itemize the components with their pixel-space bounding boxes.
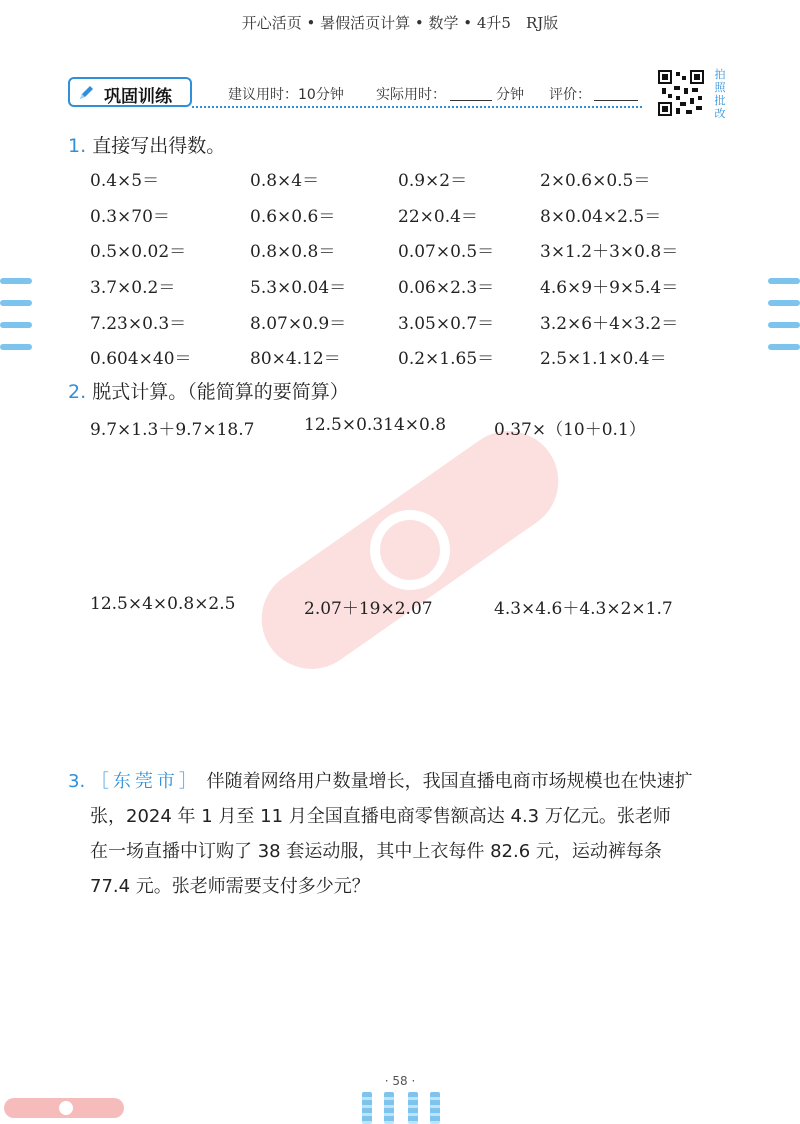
problem: 3.7×0.2＝ [90, 278, 176, 298]
problem: 8×0.04×2.5＝ [540, 207, 662, 227]
expression: 9.7×1.3＋9.7×18.7 [90, 420, 255, 440]
right-tab-stripe [768, 278, 800, 284]
right-tab-stripe [768, 322, 800, 328]
problem: 0.07×0.5＝ [398, 242, 495, 262]
header-divider [192, 106, 642, 108]
left-tab-stripe [0, 344, 32, 350]
corner-logo [4, 1096, 124, 1120]
footer-stripe [408, 1092, 418, 1124]
expression: 0.37×（10＋0.1） [494, 420, 646, 440]
section-1-number: 1. [68, 135, 87, 157]
problem: 0.6×0.6＝ [250, 207, 336, 227]
section-3-line [68, 764, 693, 799]
expression: 4.3×4.6＋4.3×2×1.7 [494, 599, 673, 619]
problem: 8.07×0.9＝ [250, 314, 347, 334]
problem: 5.3×0.04＝ [250, 278, 347, 298]
page-header: 开心活页 • 暑假活页计算 • 数学 • 4升5 RJ版 [241, 14, 559, 32]
problem: 0.604×40＝ [90, 349, 192, 369]
rating-label: 评价： [549, 87, 591, 103]
problem: 2×0.6×0.5＝ [540, 171, 651, 191]
page-number: · 58 · [384, 1074, 416, 1088]
problem-text: 张，2024 年 1 月至 11 月全国直播电商零售额高达 4.3 万亿元。张老师 [90, 806, 671, 827]
problem: 3.05×0.7＝ [398, 314, 495, 334]
problem: 0.3×70＝ [90, 207, 170, 227]
problem: 2.5×1.1×0.4＝ [540, 349, 667, 369]
region-tag: ［东莞市］ [90, 771, 201, 792]
expression: 12.5×4×0.8×2.5 [90, 594, 236, 614]
section-badge [68, 77, 192, 107]
footer-stripe [384, 1092, 394, 1124]
suggested-time: 建议用时：10分钟 [228, 87, 344, 103]
problem: 3.2×6＋4×3.2＝ [540, 314, 679, 334]
section-1-heading [68, 131, 225, 158]
rating-blank[interactable] [594, 86, 638, 101]
problem: 0.4×5＝ [90, 171, 160, 191]
problem: 0.5×0.02＝ [90, 242, 187, 262]
expression: 12.5×0.314×0.8 [304, 415, 447, 435]
footer-stripe [362, 1092, 372, 1124]
photo-grading-label: 拍 照 批 改 [714, 68, 726, 120]
problem: 0.2×1.65＝ [398, 349, 495, 369]
watermark-logo [230, 400, 590, 700]
right-tab-stripe [768, 344, 800, 350]
left-tab-stripe [0, 278, 32, 284]
section-3-number: 3. [68, 771, 86, 792]
footer-stripe [430, 1092, 440, 1124]
problem: 0.8×4＝ [250, 171, 320, 191]
problem-text: 伴随着网络用户数量增长，我国直播电商市场规模也在快速扩 [206, 771, 693, 792]
actual-time-label: 实际用时： [376, 87, 446, 103]
problem-text: 在一场直播中订购了 38 套运动服，其中上衣每件 82.6 元，运动裤每条 [90, 841, 662, 862]
problem: 3×1.2＋3×0.8＝ [540, 242, 679, 262]
left-tab-stripe [0, 322, 32, 328]
left-tab-stripe [0, 300, 32, 306]
problem-text: 77.4 元。张老师需要支付多少元？ [90, 876, 370, 897]
right-tab-stripe [768, 300, 800, 306]
problem: 0.8×0.8＝ [250, 242, 336, 262]
pencil-icon [76, 83, 96, 103]
problem: 80×4.12＝ [250, 349, 341, 369]
problem: 22×0.4＝ [398, 207, 478, 227]
problem: 0.9×2＝ [398, 171, 468, 191]
actual-time-unit: 分钟 [496, 87, 524, 103]
footer-stripes [362, 1092, 440, 1124]
problem: 7.23×0.3＝ [90, 314, 187, 334]
section-2-title: 脱式计算。（能简算的要简算） [92, 381, 349, 403]
actual-time-blank[interactable] [450, 86, 492, 101]
section-2-heading [68, 377, 349, 404]
problem: 0.06×2.3＝ [398, 278, 495, 298]
section-1-title: 直接写出得数。 [92, 135, 226, 157]
badge-label: 巩固训练 [104, 87, 172, 107]
section-2-number: 2. [68, 381, 87, 403]
expression: 2.07＋19×2.07 [304, 599, 433, 619]
problem: 4.6×9＋9×5.4＝ [540, 278, 679, 298]
qr-code-icon[interactable] [658, 70, 704, 116]
